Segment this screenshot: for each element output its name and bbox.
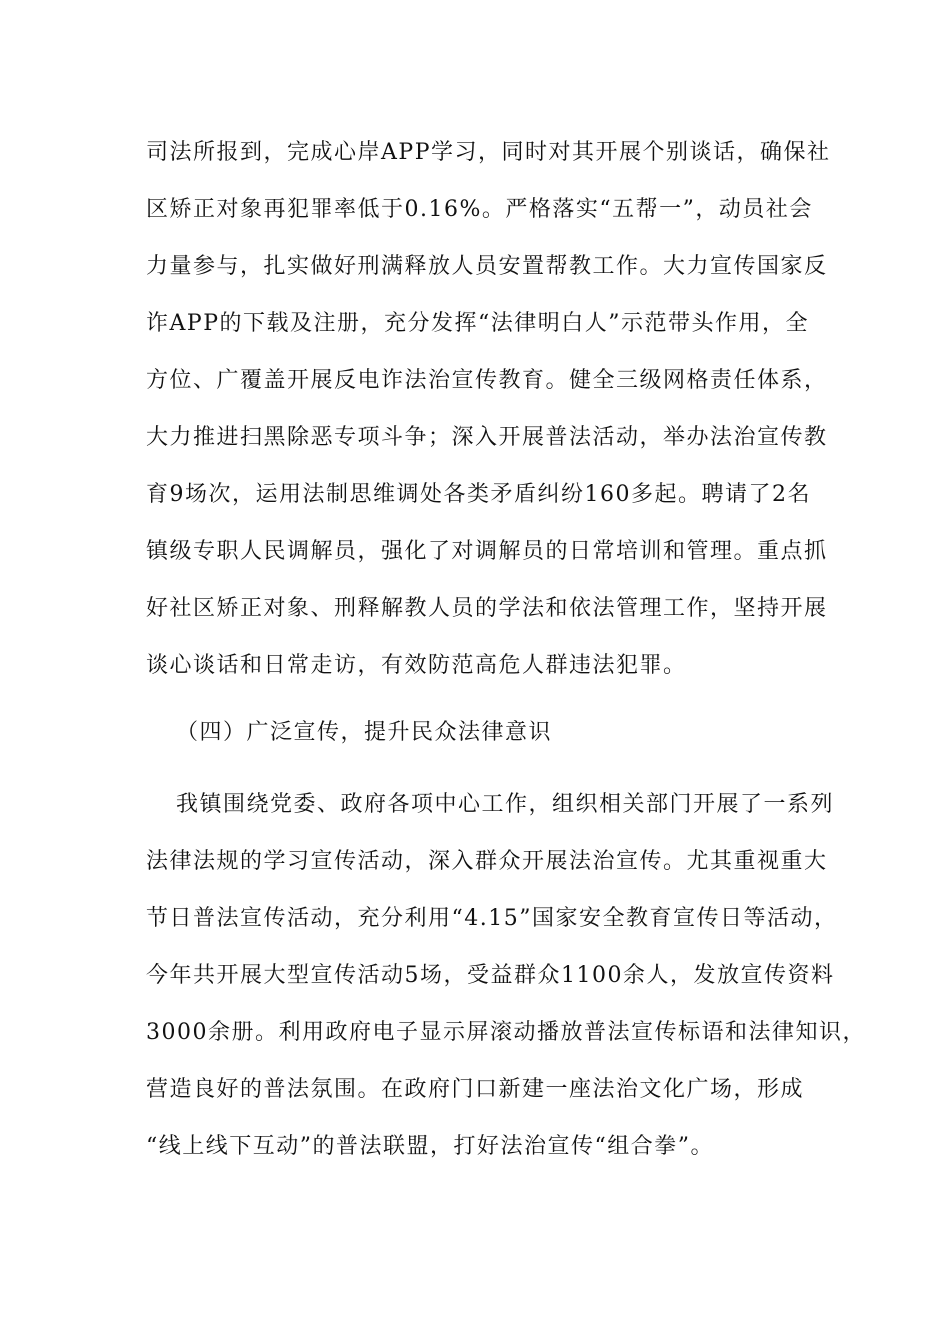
text-line: 我镇围绕党委、政府各项中心工作，组织相关部门开展了一系列 — [176, 792, 835, 817]
text-line: 今年共开展大型宣传活动5场，受益群众1100余人，发放宣传资料 — [146, 963, 835, 988]
text-line: “线上线下互动”的普法联盟，打好法治宣传“组合拳”。 — [146, 1134, 714, 1159]
text-line: 营造良好的普法氛围。在政府门口新建一座法治文化广场，形成 — [146, 1077, 805, 1102]
text-line: 谈心谈话和日常走访，有效防范高危人群违法犯罪。 — [146, 653, 687, 678]
text-line: 好社区矫正对象、刑释解教人员的学法和依法管理工作，坚持开展 — [146, 596, 828, 621]
text-line: 大力推进扫黑除恶专项斗争；深入开展普法活动，举办法治宣传教 — [146, 425, 828, 450]
text-line: 镇级专职人民调解员，强化了对调解员的日常培训和管理。重点抓 — [146, 539, 828, 564]
text-line: 司法所报到，完成心岸APP学习，同时对其开展个别谈话，确保社 — [146, 140, 831, 165]
text-line: 育9场次，运用法制思维调处各类矛盾纠纷160多起。聘请了2名 — [146, 482, 811, 507]
section-heading: （四）广泛宣传，提升民众法律意识 — [176, 720, 553, 745]
text-line: 方位、广覆盖开展反电诈法治宣传教育。健全三级网格责任体系， — [146, 368, 828, 393]
text-line: 力量参与，扎实做好刑满释放人员安置帮教工作。大力宣传国家反 — [146, 254, 828, 279]
text-line: 节日普法宣传活动，充分利用“4.15”国家安全教育宣传日等活动， — [146, 906, 838, 931]
text-line: 区矫正对象再犯罪率低于0.16%。严格落实“五帮一”，动员社会 — [146, 197, 813, 222]
text-line: 法律法规的学习宣传活动，深入群众开展法治宣传。尤其重视重大 — [146, 849, 828, 874]
text-line: 诈APP的下载及注册，充分发挥“法律明白人”示范带头作用，全 — [146, 311, 809, 336]
text-line: 3000余册。利用政府电子显示屏滚动播放普法宣传标语和法律知识， — [146, 1020, 866, 1045]
